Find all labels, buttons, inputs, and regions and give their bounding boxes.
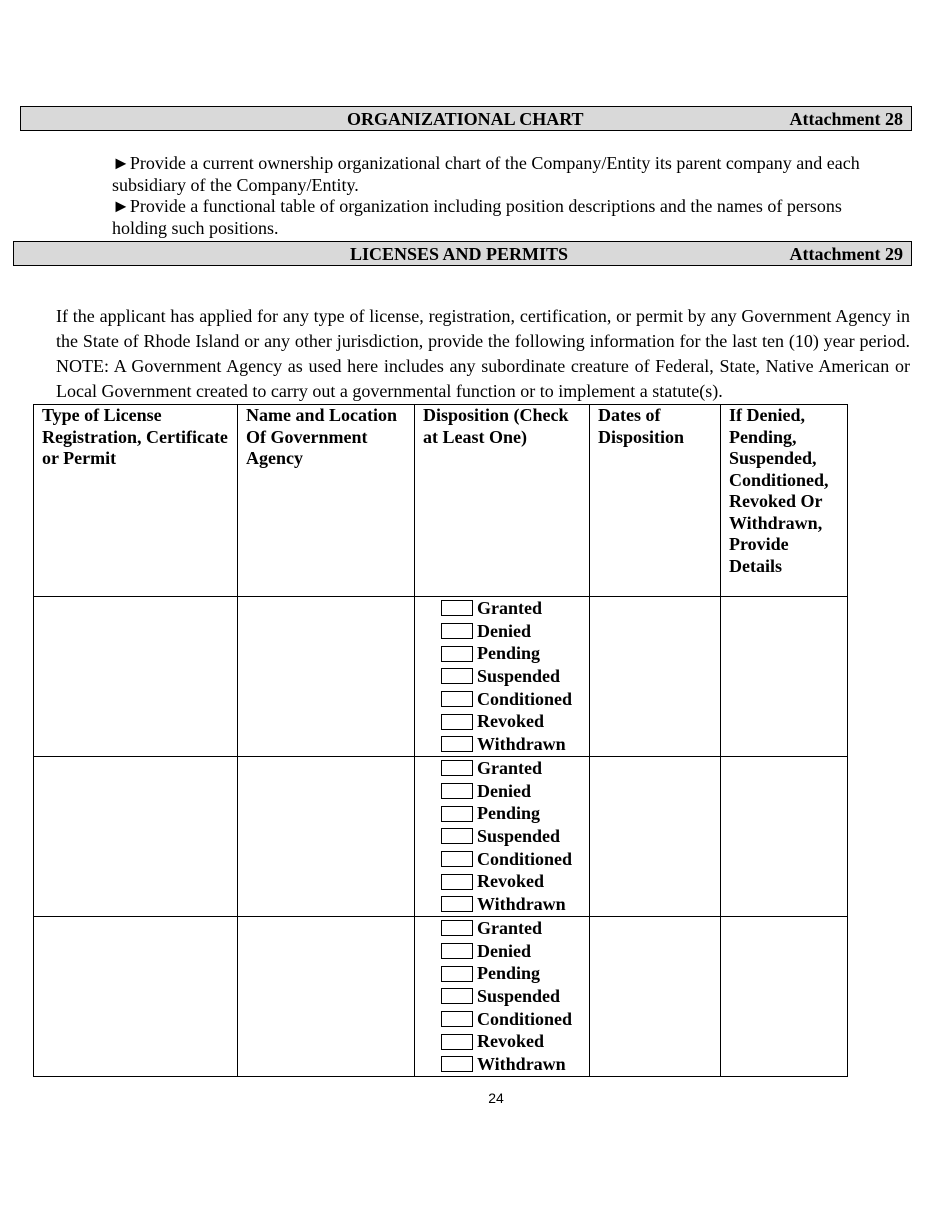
disposition-option (441, 780, 589, 803)
col-header-disposition: Disposition (Check at Least One) (415, 405, 590, 597)
disposition-checkbox[interactable] (441, 623, 473, 639)
org-chart-header-bar (20, 106, 912, 131)
licenses-attachment: Attachment 29 (789, 244, 903, 264)
table-header-row (34, 405, 848, 597)
disposition-checkbox[interactable] (441, 668, 473, 684)
disposition-label: Denied (477, 940, 531, 961)
disposition-checkbox[interactable] (441, 966, 473, 982)
disposition-cell (415, 597, 590, 757)
disposition-option (441, 710, 589, 733)
agency-cell[interactable] (238, 757, 415, 917)
col-header-dates: Dates of Disposition (590, 405, 721, 597)
disposition-label: Granted (477, 757, 542, 778)
disposition-checkbox[interactable] (441, 943, 473, 959)
details-cell[interactable] (721, 757, 848, 917)
disposition-label: Denied (477, 780, 531, 801)
disposition-label: Withdrawn (477, 733, 566, 754)
disposition-option (441, 848, 589, 871)
disposition-label: Granted (477, 917, 542, 938)
disposition-option (441, 825, 589, 848)
org-chart-instructions (112, 153, 882, 239)
disposition-label: Denied (477, 620, 531, 641)
col-header-details: If Denied, Pending, Suspended, Conditioned, Revoked Or Withdrawn, Provide Details (721, 405, 848, 597)
disposition-checkbox[interactable] (441, 736, 473, 752)
license-type-cell[interactable] (34, 757, 238, 917)
license-type-cell[interactable] (34, 917, 238, 1077)
disposition-label: Granted (477, 597, 542, 618)
disposition-cell (415, 757, 590, 917)
disposition-checkbox[interactable] (441, 874, 473, 890)
disposition-label: Conditioned (477, 848, 573, 869)
disposition-label: Suspended (477, 665, 561, 686)
disposition-option (441, 940, 589, 963)
dates-cell[interactable] (590, 917, 721, 1077)
disposition-checkbox[interactable] (441, 1011, 473, 1027)
disposition-option (441, 757, 589, 780)
disposition-option (441, 620, 589, 643)
org-chart-bullet-1: ►Provide a current ownership organizational chart of the Company/Entity its parent company and each subsidiary of the Company/Entity. (112, 153, 860, 195)
licenses-header-bar (13, 241, 912, 266)
disposition-label: Conditioned (477, 1008, 573, 1029)
org-chart-bullet-2: ►Provide a functional table of organization including position descriptions and the names of persons holding such positions. (112, 196, 842, 238)
disposition-option (441, 1008, 589, 1031)
disposition-checkbox[interactable] (441, 714, 473, 730)
disposition-option (441, 642, 589, 665)
disposition-checkbox[interactable] (441, 920, 473, 936)
disposition-label: Revoked (477, 1031, 544, 1052)
org-chart-attachment: Attachment 28 (789, 109, 903, 129)
disposition-option (441, 665, 589, 688)
disposition-label: Withdrawn (477, 893, 566, 914)
disposition-option (441, 893, 589, 916)
disposition-label: Suspended (477, 825, 561, 846)
disposition-option (441, 985, 589, 1008)
col-header-license-type: Type of License Registration, Certificate or Permit (34, 405, 238, 597)
table-row (34, 757, 848, 917)
disposition-option (441, 688, 589, 711)
disposition-label: Revoked (477, 711, 544, 732)
disposition-label: Pending (477, 643, 541, 664)
dates-cell[interactable] (590, 757, 721, 917)
disposition-label: Pending (477, 963, 541, 984)
disposition-option (441, 802, 589, 825)
details-cell[interactable] (721, 597, 848, 757)
licenses-table (33, 404, 848, 1077)
disposition-checkbox[interactable] (441, 1034, 473, 1050)
disposition-option (441, 870, 589, 893)
disposition-option (441, 1053, 589, 1076)
disposition-option (441, 962, 589, 985)
table-row (34, 917, 848, 1077)
agency-cell[interactable] (238, 597, 415, 757)
disposition-label: Revoked (477, 871, 544, 892)
disposition-options (415, 597, 589, 756)
disposition-checkbox[interactable] (441, 1056, 473, 1072)
disposition-label: Suspended (477, 985, 561, 1006)
disposition-checkbox[interactable] (441, 760, 473, 776)
disposition-checkbox[interactable] (441, 828, 473, 844)
disposition-options (415, 917, 589, 1076)
licenses-title: LICENSES AND PERMITS (350, 244, 569, 264)
disposition-option (441, 597, 589, 620)
disposition-option (441, 733, 589, 756)
disposition-checkbox[interactable] (441, 851, 473, 867)
disposition-label: Conditioned (477, 688, 573, 709)
page-number: 24 (488, 1090, 504, 1106)
disposition-checkbox[interactable] (441, 600, 473, 616)
disposition-options (415, 757, 589, 916)
disposition-checkbox[interactable] (441, 691, 473, 707)
disposition-cell (415, 917, 590, 1077)
agency-cell[interactable] (238, 917, 415, 1077)
table-row (34, 597, 848, 757)
disposition-checkbox[interactable] (441, 806, 473, 822)
disposition-checkbox[interactable] (441, 646, 473, 662)
disposition-checkbox[interactable] (441, 783, 473, 799)
disposition-checkbox[interactable] (441, 988, 473, 1004)
disposition-option (441, 1030, 589, 1053)
details-cell[interactable] (721, 917, 848, 1077)
org-chart-title: ORGANIZATIONAL CHART (347, 109, 584, 129)
disposition-checkbox[interactable] (441, 896, 473, 912)
disposition-label: Pending (477, 803, 541, 824)
licenses-intro-paragraph: If the applicant has applied for any type of license, registration, certification, or permit by any Government Agency in the State of Rhode Island or any other jurisdiction, provide the following information for the last ten (10) year period. NOTE: A Government Agency as used here includes any subordinate creature of Federal, State, Native American or Local Government created to carry out a governmental function or to implement a statute(s). (56, 306, 910, 401)
disposition-label: Withdrawn (477, 1053, 566, 1074)
disposition-option (441, 917, 589, 940)
dates-cell[interactable] (590, 597, 721, 757)
col-header-agency: Name and Location Of Government Agency (238, 405, 415, 597)
license-type-cell[interactable] (34, 597, 238, 757)
